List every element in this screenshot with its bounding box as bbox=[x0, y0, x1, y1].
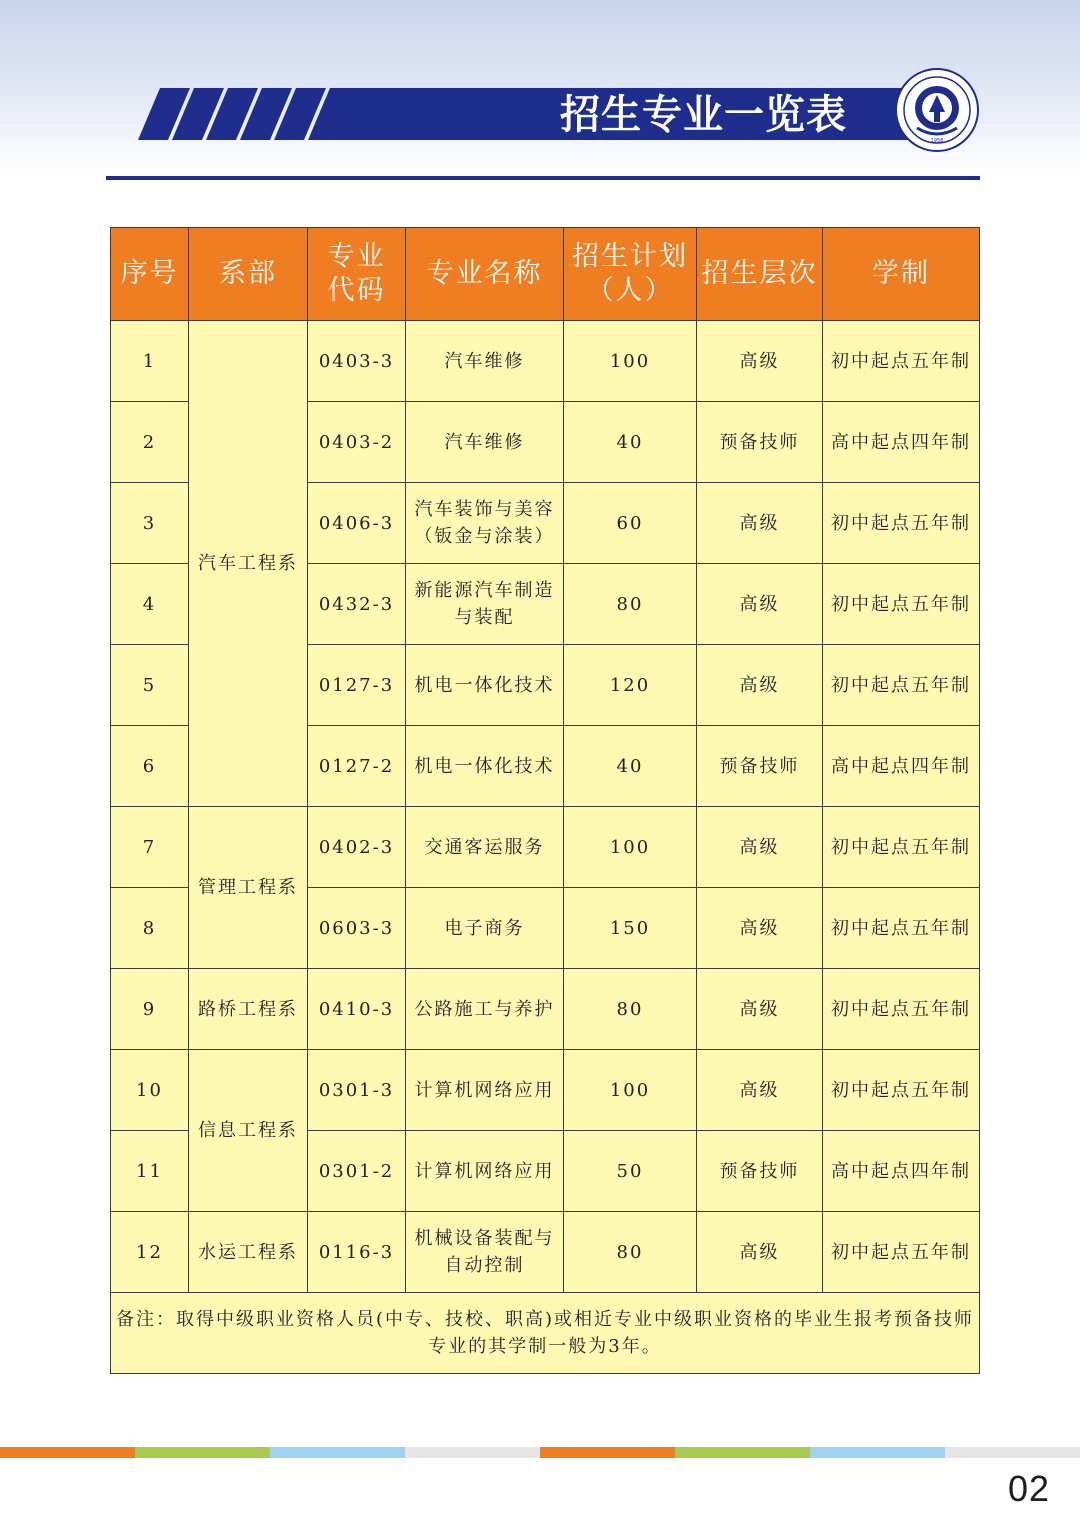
col-header-level: 招生层次 bbox=[697, 228, 823, 321]
major-name-line: 电子商务 bbox=[444, 917, 525, 939]
col-header-seq: 序号 bbox=[111, 228, 189, 321]
col-header-department: 系部 bbox=[189, 228, 308, 321]
table-body bbox=[111, 321, 980, 1293]
col-header-major-name: 专业名称 bbox=[406, 228, 564, 321]
footer-stripe-segment bbox=[135, 1447, 270, 1458]
cell-major-name bbox=[406, 888, 564, 969]
page-title: 招生专业一览表 bbox=[560, 92, 847, 138]
cell-system: 初中起点五年制 bbox=[823, 1212, 980, 1293]
col-header-plan-line1: 招生计划 bbox=[572, 241, 688, 272]
cell-major-name bbox=[406, 1050, 564, 1131]
cell-code: 0402-3 bbox=[308, 807, 406, 888]
cell-seq: 10 bbox=[111, 1050, 189, 1131]
cell-plan: 100 bbox=[564, 807, 697, 888]
emblem-year: 1958 bbox=[930, 138, 944, 144]
note-row bbox=[111, 1293, 980, 1374]
cell-level: 高级 bbox=[697, 807, 823, 888]
footer-stripe-segment bbox=[270, 1447, 405, 1458]
col-header-code bbox=[308, 228, 406, 321]
footer-stripe-segment bbox=[810, 1447, 945, 1458]
cell-plan: 80 bbox=[564, 564, 697, 645]
cell-major-name bbox=[406, 807, 564, 888]
table-row bbox=[111, 969, 980, 1050]
cell-seq: 12 bbox=[111, 1212, 189, 1293]
major-name-line: 新能源汽车制造 bbox=[414, 580, 555, 601]
cell-code: 0406-3 bbox=[308, 483, 406, 564]
cell-seq: 4 bbox=[111, 564, 189, 645]
cell-plan: 40 bbox=[564, 402, 697, 483]
cell-code: 0127-3 bbox=[308, 645, 406, 726]
col-header-code-line2: 代码 bbox=[327, 275, 386, 306]
cell-level: 高级 bbox=[697, 969, 823, 1050]
major-name-line: 机电一体化技术 bbox=[414, 674, 555, 696]
cell-code: 0403-2 bbox=[308, 402, 406, 483]
cell-major-name bbox=[406, 483, 564, 564]
cell-plan: 80 bbox=[564, 1212, 697, 1293]
cell-department: 汽车工程系 bbox=[189, 321, 308, 807]
cell-system: 高中起点四年制 bbox=[823, 402, 980, 483]
cell-seq: 7 bbox=[111, 807, 189, 888]
cell-code: 0301-3 bbox=[308, 1050, 406, 1131]
cell-major-name bbox=[406, 1212, 564, 1293]
cell-system: 初中起点五年制 bbox=[823, 888, 980, 969]
cell-major-name bbox=[406, 969, 564, 1050]
school-emblem-icon bbox=[895, 68, 979, 152]
footer-stripe-segment bbox=[0, 1447, 135, 1458]
major-name-line: 自动控制 bbox=[444, 1255, 525, 1276]
cell-system: 初中起点五年制 bbox=[823, 969, 980, 1050]
footer-stripe-segment bbox=[945, 1447, 1080, 1458]
cell-level: 预备技师 bbox=[697, 726, 823, 807]
header-rule bbox=[106, 176, 980, 180]
footer-stripe-segment bbox=[675, 1447, 810, 1458]
table-note: 备注：取得中级职业资格人员(中专、技校、职高)或相近专业中级职业资格的毕业生报考预备技师专业的其学制一般为3年。 bbox=[111, 1293, 980, 1374]
cell-system: 初中起点五年制 bbox=[823, 1050, 980, 1131]
cell-code: 0116-3 bbox=[308, 1212, 406, 1293]
major-name-line: 交通客运服务 bbox=[424, 836, 545, 858]
table-row bbox=[111, 321, 980, 402]
cell-seq: 1 bbox=[111, 321, 189, 402]
footer-stripe-segment bbox=[540, 1447, 675, 1458]
major-name-line: 汽车维修 bbox=[444, 431, 525, 453]
cell-code: 0603-3 bbox=[308, 888, 406, 969]
cell-seq: 3 bbox=[111, 483, 189, 564]
cell-seq: 6 bbox=[111, 726, 189, 807]
cell-department: 信息工程系 bbox=[189, 1050, 308, 1212]
cell-major-name bbox=[406, 402, 564, 483]
cell-system: 初中起点五年制 bbox=[823, 321, 980, 402]
major-name-line: 计算机网络应用 bbox=[414, 1079, 555, 1101]
cell-department: 路桥工程系 bbox=[189, 969, 308, 1050]
cell-system: 初中起点五年制 bbox=[823, 807, 980, 888]
cell-level: 预备技师 bbox=[697, 1131, 823, 1212]
cell-seq: 11 bbox=[111, 1131, 189, 1212]
col-header-plan bbox=[564, 228, 697, 321]
major-name-line: （钣金与涂装） bbox=[414, 526, 555, 547]
cell-code: 0403-3 bbox=[308, 321, 406, 402]
cell-level: 高级 bbox=[697, 564, 823, 645]
cell-level: 高级 bbox=[697, 645, 823, 726]
cell-plan: 120 bbox=[564, 645, 697, 726]
col-header-code-line1: 专业 bbox=[327, 241, 386, 272]
cell-major-name bbox=[406, 1131, 564, 1212]
cell-level: 高级 bbox=[697, 1050, 823, 1131]
major-name-line: 机械设备装配与 bbox=[414, 1228, 555, 1249]
cell-code: 0301-2 bbox=[308, 1131, 406, 1212]
col-header-plan-line2: （人） bbox=[586, 275, 674, 306]
cell-level: 高级 bbox=[697, 1212, 823, 1293]
cell-major-name bbox=[406, 564, 564, 645]
cell-level: 高级 bbox=[697, 321, 823, 402]
major-name-line: 与装配 bbox=[454, 607, 515, 628]
table-row bbox=[111, 807, 980, 888]
cell-major-name bbox=[406, 645, 564, 726]
major-name-line: 计算机网络应用 bbox=[414, 1160, 555, 1182]
cell-plan: 100 bbox=[564, 321, 697, 402]
table-row bbox=[111, 1212, 980, 1293]
cell-major-name bbox=[406, 321, 564, 402]
major-name-line: 机电一体化技术 bbox=[414, 755, 555, 777]
footer-stripe-segment bbox=[405, 1447, 540, 1458]
cell-plan: 40 bbox=[564, 726, 697, 807]
cell-seq: 9 bbox=[111, 969, 189, 1050]
cell-seq: 8 bbox=[111, 888, 189, 969]
cell-department: 水运工程系 bbox=[189, 1212, 308, 1293]
cell-plan: 150 bbox=[564, 888, 697, 969]
cell-system: 高中起点四年制 bbox=[823, 1131, 980, 1212]
page-number: 02 bbox=[1008, 1468, 1051, 1509]
major-name-line: 汽车装饰与美容 bbox=[414, 499, 555, 520]
cell-major-name bbox=[406, 726, 564, 807]
table-row bbox=[111, 1050, 980, 1131]
cell-department: 管理工程系 bbox=[189, 807, 308, 969]
cell-seq: 5 bbox=[111, 645, 189, 726]
major-name-line: 公路施工与养护 bbox=[414, 998, 555, 1020]
cell-code: 0432-3 bbox=[308, 564, 406, 645]
cell-seq: 2 bbox=[111, 402, 189, 483]
cell-level: 预备技师 bbox=[697, 402, 823, 483]
cell-code: 0127-2 bbox=[308, 726, 406, 807]
cell-plan: 60 bbox=[564, 483, 697, 564]
cell-plan: 50 bbox=[564, 1131, 697, 1212]
majors-table bbox=[110, 227, 980, 1374]
col-header-system: 学制 bbox=[823, 228, 980, 321]
cell-code: 0410-3 bbox=[308, 969, 406, 1050]
cell-level: 高级 bbox=[697, 483, 823, 564]
cell-plan: 80 bbox=[564, 969, 697, 1050]
cell-system: 初中起点五年制 bbox=[823, 483, 980, 564]
cell-plan: 100 bbox=[564, 1050, 697, 1131]
cell-level: 高级 bbox=[697, 888, 823, 969]
cell-system: 初中起点五年制 bbox=[823, 645, 980, 726]
cell-system: 高中起点四年制 bbox=[823, 726, 980, 807]
cell-system: 初中起点五年制 bbox=[823, 564, 980, 645]
major-name-line: 汽车维修 bbox=[444, 350, 525, 372]
table-header-row bbox=[111, 228, 980, 321]
